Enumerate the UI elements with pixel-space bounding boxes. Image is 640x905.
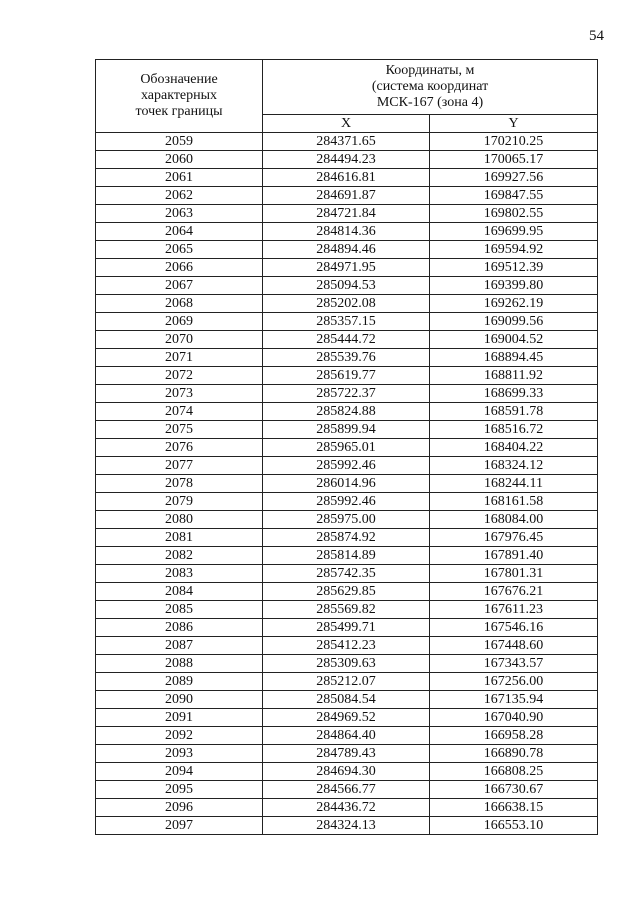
- header-coordinates-line: МСК-167 (зона 4): [376, 95, 484, 110]
- x-coordinate-cell: 285814.89: [263, 547, 430, 565]
- table-row: [96, 277, 598, 295]
- y-coordinate-cell: 167801.31: [430, 565, 598, 583]
- point-id-cell: 2075: [96, 421, 263, 439]
- x-coordinate-cell: 284494.23: [263, 151, 430, 169]
- x-coordinate-cell: 284616.81: [263, 169, 430, 187]
- table-row: [96, 205, 598, 223]
- table-row: [96, 259, 598, 277]
- y-coordinate-cell: 166730.67: [430, 781, 598, 799]
- y-coordinate-cell: 168324.12: [430, 457, 598, 475]
- table-row: [96, 655, 598, 673]
- x-coordinate-cell: 285212.07: [263, 673, 430, 691]
- point-id-cell: 2085: [96, 601, 263, 619]
- table-row: [96, 331, 598, 349]
- point-id-cell: 2059: [96, 133, 263, 151]
- table-row: [96, 295, 598, 313]
- table-row: [96, 529, 598, 547]
- table-row: [96, 403, 598, 421]
- y-coordinate-cell: 167135.94: [430, 691, 598, 709]
- y-coordinate-cell: 170210.25: [430, 133, 598, 151]
- y-coordinate-cell: 169099.56: [430, 313, 598, 331]
- table-row: [96, 385, 598, 403]
- y-coordinate-cell: 167546.16: [430, 619, 598, 637]
- y-coordinate-cell: 169927.56: [430, 169, 598, 187]
- point-id-cell: 2063: [96, 205, 263, 223]
- point-id-cell: 2079: [96, 493, 263, 511]
- y-coordinate-cell: 168699.33: [430, 385, 598, 403]
- point-id-cell: 2096: [96, 799, 263, 817]
- y-coordinate-cell: 168084.00: [430, 511, 598, 529]
- y-coordinate-cell: 168161.58: [430, 493, 598, 511]
- x-coordinate-cell: 285992.46: [263, 457, 430, 475]
- header-point-id-line: Обозначение: [140, 72, 218, 87]
- point-id-cell: 2095: [96, 781, 263, 799]
- y-coordinate-cell: 168244.11: [430, 475, 598, 493]
- y-coordinate-cell: 166808.25: [430, 763, 598, 781]
- y-coordinate-cell: 167448.60: [430, 637, 598, 655]
- x-coordinate-cell: 285992.46: [263, 493, 430, 511]
- y-coordinate-cell: 168811.92: [430, 367, 598, 385]
- table-row: [96, 637, 598, 655]
- table-row: [96, 511, 598, 529]
- x-coordinate-cell: 285965.01: [263, 439, 430, 457]
- point-id-cell: 2091: [96, 709, 263, 727]
- y-coordinate-cell: 169802.55: [430, 205, 598, 223]
- x-coordinate-cell: 284694.30: [263, 763, 430, 781]
- y-coordinate-cell: 169699.95: [430, 223, 598, 241]
- table-row: [96, 493, 598, 511]
- x-coordinate-cell: 284969.52: [263, 709, 430, 727]
- y-coordinate-cell: 170065.17: [430, 151, 598, 169]
- x-coordinate-cell: 285742.35: [263, 565, 430, 583]
- y-coordinate-cell: 167676.21: [430, 583, 598, 601]
- x-coordinate-cell: 285412.23: [263, 637, 430, 655]
- point-id-cell: 2068: [96, 295, 263, 313]
- y-coordinate-cell: 167040.90: [430, 709, 598, 727]
- point-id-cell: 2083: [96, 565, 263, 583]
- table-row: [96, 457, 598, 475]
- x-coordinate-cell: 284691.87: [263, 187, 430, 205]
- x-coordinate-cell: 284814.36: [263, 223, 430, 241]
- point-id-cell: 2088: [96, 655, 263, 673]
- x-coordinate-cell: 284436.72: [263, 799, 430, 817]
- table-row: [96, 601, 598, 619]
- header-x: X: [263, 115, 430, 133]
- point-id-cell: 2061: [96, 169, 263, 187]
- point-id-cell: 2078: [96, 475, 263, 493]
- point-id-cell: 2093: [96, 745, 263, 763]
- table-row: [96, 763, 598, 781]
- y-coordinate-cell: 169399.80: [430, 277, 598, 295]
- y-coordinate-cell: 168591.78: [430, 403, 598, 421]
- y-coordinate-cell: 169512.39: [430, 259, 598, 277]
- table-row: [96, 781, 598, 799]
- point-id-cell: 2065: [96, 241, 263, 259]
- table-row: [96, 241, 598, 259]
- table-row: [96, 475, 598, 493]
- point-id-cell: 2077: [96, 457, 263, 475]
- point-id-cell: 2097: [96, 817, 263, 835]
- point-id-cell: 2084: [96, 583, 263, 601]
- y-coordinate-cell: 166890.78: [430, 745, 598, 763]
- x-coordinate-cell: 285899.94: [263, 421, 430, 439]
- table-row: [96, 313, 598, 331]
- point-id-cell: 2072: [96, 367, 263, 385]
- point-id-cell: 2076: [96, 439, 263, 457]
- y-coordinate-cell: 166958.28: [430, 727, 598, 745]
- table-row: [96, 673, 598, 691]
- x-coordinate-cell: 284894.46: [263, 241, 430, 259]
- y-coordinate-cell: 167343.57: [430, 655, 598, 673]
- x-coordinate-cell: 285722.37: [263, 385, 430, 403]
- point-id-cell: 2067: [96, 277, 263, 295]
- table-row: [96, 187, 598, 205]
- x-coordinate-cell: 285444.72: [263, 331, 430, 349]
- table-row: [96, 799, 598, 817]
- table-row: [96, 169, 598, 187]
- point-id-cell: 2060: [96, 151, 263, 169]
- point-id-cell: 2070: [96, 331, 263, 349]
- point-id-cell: 2090: [96, 691, 263, 709]
- point-id-cell: 2069: [96, 313, 263, 331]
- y-coordinate-cell: 167976.45: [430, 529, 598, 547]
- x-coordinate-cell: 285539.76: [263, 349, 430, 367]
- page-number: 54: [589, 28, 604, 44]
- x-coordinate-cell: 285569.82: [263, 601, 430, 619]
- point-id-cell: 2081: [96, 529, 263, 547]
- y-coordinate-cell: 166553.10: [430, 817, 598, 835]
- table-header: [96, 60, 598, 133]
- x-coordinate-cell: 285499.71: [263, 619, 430, 637]
- y-coordinate-cell: 169594.92: [430, 241, 598, 259]
- point-id-cell: 2089: [96, 673, 263, 691]
- y-coordinate-cell: 169847.55: [430, 187, 598, 205]
- point-id-cell: 2094: [96, 763, 263, 781]
- table-row: [96, 439, 598, 457]
- table-row: [96, 151, 598, 169]
- x-coordinate-cell: 284789.43: [263, 745, 430, 763]
- x-coordinate-cell: 285309.63: [263, 655, 430, 673]
- point-id-cell: 2066: [96, 259, 263, 277]
- table-row: [96, 421, 598, 439]
- table-row: [96, 745, 598, 763]
- point-id-cell: 2071: [96, 349, 263, 367]
- x-coordinate-cell: 285629.85: [263, 583, 430, 601]
- table-row: [96, 367, 598, 385]
- table-row: [96, 691, 598, 709]
- header-coordinates-line: Координаты, м: [385, 63, 475, 78]
- point-id-cell: 2073: [96, 385, 263, 403]
- table-row: [96, 565, 598, 583]
- coordinates-table: [95, 59, 598, 835]
- table-row: [96, 223, 598, 241]
- y-coordinate-cell: 169004.52: [430, 331, 598, 349]
- header-point-id-line: точек границы: [135, 104, 223, 119]
- point-id-cell: 2087: [96, 637, 263, 655]
- header-coordinates: [263, 60, 598, 115]
- table-body: [96, 133, 598, 835]
- table-row: [96, 583, 598, 601]
- y-coordinate-cell: 168516.72: [430, 421, 598, 439]
- header-y: Y: [430, 115, 598, 133]
- x-coordinate-cell: 284971.95: [263, 259, 430, 277]
- y-coordinate-cell: 167891.40: [430, 547, 598, 565]
- point-id-cell: 2080: [96, 511, 263, 529]
- y-coordinate-cell: 168894.45: [430, 349, 598, 367]
- x-coordinate-cell: 285824.88: [263, 403, 430, 421]
- x-coordinate-cell: 284371.65: [263, 133, 430, 151]
- header-point-id: [96, 60, 263, 133]
- point-id-cell: 2074: [96, 403, 263, 421]
- table-row: [96, 817, 598, 835]
- x-coordinate-cell: 284864.40: [263, 727, 430, 745]
- table-row: [96, 133, 598, 151]
- y-coordinate-cell: 167256.00: [430, 673, 598, 691]
- table-row: [96, 709, 598, 727]
- point-id-cell: 2064: [96, 223, 263, 241]
- point-id-cell: 2082: [96, 547, 263, 565]
- x-coordinate-cell: 285094.53: [263, 277, 430, 295]
- table-row: [96, 547, 598, 565]
- point-id-cell: 2086: [96, 619, 263, 637]
- x-coordinate-cell: 284324.13: [263, 817, 430, 835]
- y-coordinate-cell: 169262.19: [430, 295, 598, 313]
- x-coordinate-cell: 285202.08: [263, 295, 430, 313]
- table-row: [96, 727, 598, 745]
- x-coordinate-cell: 284566.77: [263, 781, 430, 799]
- point-id-cell: 2062: [96, 187, 263, 205]
- header-coordinates-line: (система координат: [371, 79, 489, 94]
- x-coordinate-cell: 285975.00: [263, 511, 430, 529]
- x-coordinate-cell: 285619.77: [263, 367, 430, 385]
- x-coordinate-cell: 286014.96: [263, 475, 430, 493]
- header-point-id-line: характерных: [140, 88, 218, 103]
- point-id-cell: 2092: [96, 727, 263, 745]
- table-row: [96, 619, 598, 637]
- x-coordinate-cell: 285357.15: [263, 313, 430, 331]
- y-coordinate-cell: 166638.15: [430, 799, 598, 817]
- y-coordinate-cell: 167611.23: [430, 601, 598, 619]
- x-coordinate-cell: 285874.92: [263, 529, 430, 547]
- y-coordinate-cell: 168404.22: [430, 439, 598, 457]
- table-row: [96, 349, 598, 367]
- x-coordinate-cell: 285084.54: [263, 691, 430, 709]
- x-coordinate-cell: 284721.84: [263, 205, 430, 223]
